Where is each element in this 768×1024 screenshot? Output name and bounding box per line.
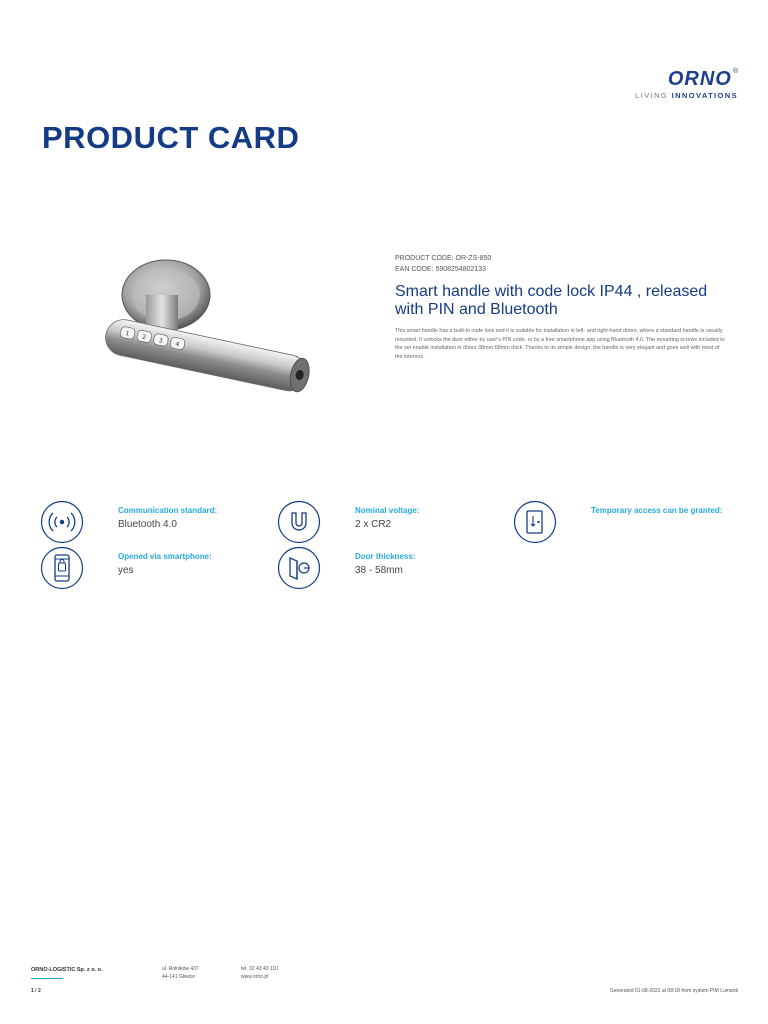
product-description: This smart handle has a built-in code lock and it is suitable for installation in left- and right-hand doors, where a standard handle is usually mounted. It unlocks the door either by user's PIN code, or by a free smartphone app using Bluetooth 4.0. The mounting screws included to the set enable installation in doors 38mm-58mm thick. Thanks to its simple design, the handle is very elegant and goes well with most of the interiors. [395, 328, 725, 360]
footer-phone: tel. 32 43 43 110 [241, 966, 278, 972]
logo-tagline [608, 91, 738, 100]
wireless-signal-icon [40, 500, 84, 544]
product-image [96, 250, 326, 410]
footer-company: ORNO-LOGISTIC Sp. z o. o. [31, 967, 103, 973]
key-1: 1 [124, 330, 131, 338]
smartphone-icon [40, 546, 84, 590]
feature-value: 38 - 58mm [355, 565, 403, 576]
key-4: 4 [174, 340, 180, 349]
door-access-icon [513, 500, 557, 544]
footer [0, 960, 768, 1024]
feature-label: Opened via smartphone: [118, 552, 212, 561]
ean-code: EAN CODE: 5908254802133 [395, 266, 487, 273]
generated-note: Generated 01-08-2022 at 08:18 from system PIM Lumanti [609, 988, 738, 994]
feature-label: Door thickness: [355, 552, 416, 561]
feature-temporary-access [513, 500, 733, 544]
footer-website-link[interactable]: www.orno.pl [241, 974, 269, 980]
feature-label: Nominal voltage: [355, 506, 420, 515]
feature-value: yes [118, 565, 134, 576]
footer-address-line1: ul. Rolników 437 [162, 966, 199, 972]
page-title: PRODUCT CARD [42, 120, 300, 155]
brand-logo [608, 68, 738, 100]
feature-label: Communication standard: [118, 506, 218, 515]
logo-wordmark: ORNO [667, 68, 732, 90]
footer-address-line2: 44-141 Gliwice [162, 974, 196, 980]
door-thickness-icon [277, 546, 321, 590]
feature-smartphone [40, 546, 260, 590]
feature-communication [40, 500, 260, 544]
key-2: 2 [141, 333, 147, 342]
handle-lever [102, 316, 310, 394]
feature-value: 2 x CR2 [355, 519, 392, 530]
product-code: PRODUCT CODE: OR-ZS-850 [395, 255, 492, 262]
feature-door-thickness [277, 546, 497, 590]
feature-label: Temporary access can be granted: [591, 506, 723, 515]
product-info [395, 255, 725, 361]
logo-registered-mark: ® [732, 68, 738, 75]
feature-voltage [277, 500, 497, 544]
feature-value: Bluetooth 4.0 [118, 519, 177, 530]
key-3: 3 [158, 337, 164, 345]
page-number: 1 / 2 [31, 988, 41, 994]
product-name: Smart handle with code lock IP44 , released with PIN and Bluetooth [395, 283, 708, 318]
logo-tagline-bold: INNOVATIONS [671, 91, 738, 100]
logo-tagline-light: LIVING [635, 91, 672, 100]
footer-divider [31, 978, 63, 979]
magnet-icon [277, 500, 321, 544]
